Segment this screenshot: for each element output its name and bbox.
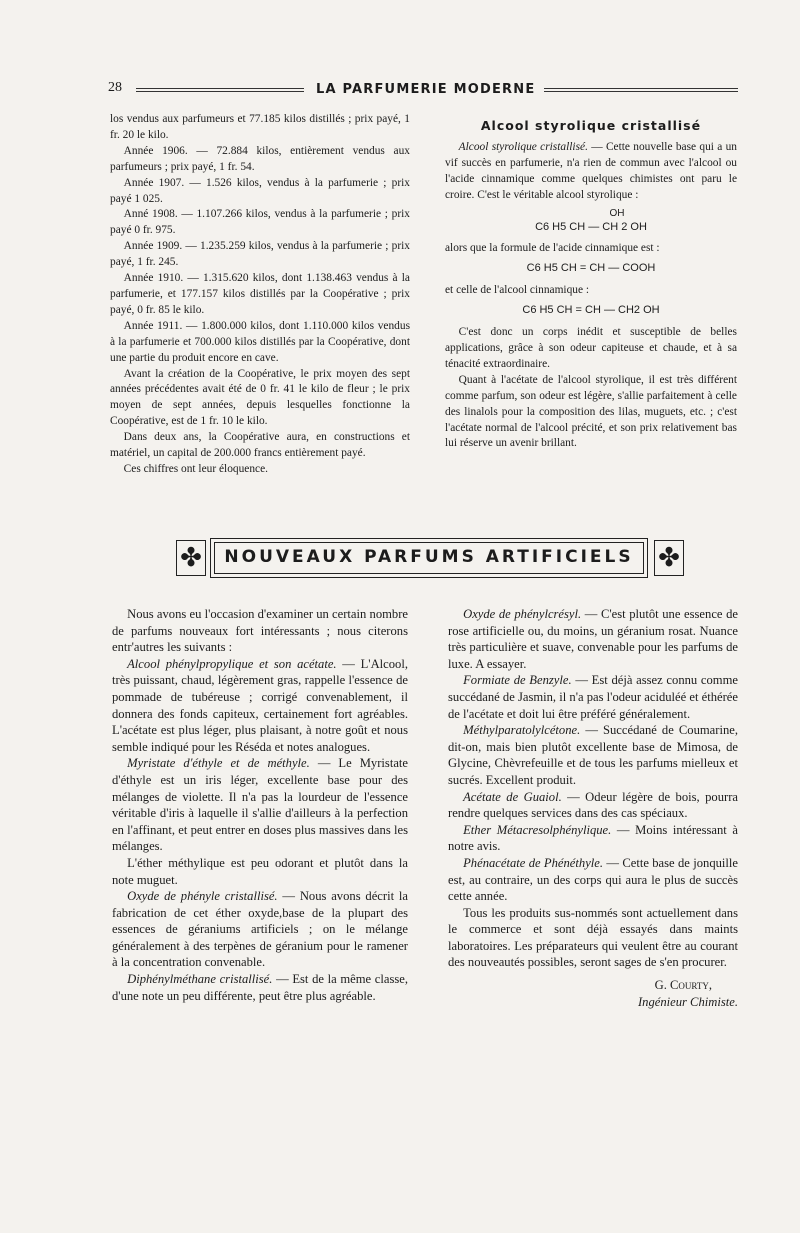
entry-text: — Nous avons décrit la fabrication de cet éther oxyde,base de la plupart des essences de géraniums artificiels ; on le mélange généralement à des terpènes de géranium pour le ramener à la concentration convenable.: [112, 889, 408, 970]
top-right-column: [445, 118, 737, 452]
entry-term: Acétate de Guaiol.: [463, 789, 562, 804]
formula-cinnamic-acid: C6 H5 CH = CH — COOH: [526, 262, 656, 275]
formula-cinnamic-alcohol: C6 H5 CH = CH — CH2 OH: [522, 304, 660, 317]
section-heading: Alcool styrolique cristallisé: [480, 118, 702, 133]
entry-term: Formiate de Benzyle.: [463, 673, 572, 688]
paragraph: Dans deux ans, la Coopérative aura, en constructions et matériel, un capital de 200.000 francs entièrement payé.: [110, 431, 410, 460]
entry: [448, 905, 738, 971]
paragraph: [445, 140, 737, 204]
entry-text: — Le Myristate d'éthyle est un iris léger, excellente base pour des mélanges de violette. Il n'a pas la lourdeur de l'essence véritable d'iris à laquelle il s'allie d'ailleurs à la perfection en l'affinant, et peut entrer en doses plus massives dans les mélanges.: [112, 756, 408, 854]
entry-text: — Cette base de jonquille est, au contraire, un des corps qui aura le plus de succès cette année.: [448, 855, 738, 904]
paragraph: Année 1910. — 1.315.620 kilos, dont 1.138.463 vendus à la parfumerie, et 177.157 kilos distillés par la Coopérative ; prix payé, 0 fr. 85 le kilo.: [110, 272, 410, 316]
entry: [448, 672, 738, 722]
author-role: Ingénieur Chimiste.: [637, 994, 738, 1009]
entry: [112, 888, 408, 971]
section-banner: [176, 534, 684, 580]
paragraph: Avant la création de la Coopérative, le prix moyen des sept années précédentes avait été de 0 fr. 41 le kilo de fleur ; le prix moyen de sept années, depuis lesquelles fonctionne la Coopérative, est de 1 fr. 10 le kilo.: [110, 367, 410, 428]
paragraph: Année 1911. — 1.800.000 kilos, dont 1.110.000 kilos vendus à la parfumerie et 700.000 kilos distillés par la Coopérative, dont une partie du produit encore en cave.: [110, 319, 410, 364]
ornament-icon: ✤: [176, 540, 206, 576]
entry: [448, 855, 738, 905]
entry-term: Oxyde de phényle cristallisé.: [127, 889, 278, 904]
header-rule-right: [544, 88, 738, 92]
entry-text: — L'Alcool, très puissant, chaud, légèrement gras, rappelle l'essence de pommade de tubéreuse ; corrigé convenablement, il donnera des fonds capiteux, certainement fort agréables. L'acétate est plus léger, plus plaisant, à notre goût et nous semble indiqué pour les Réséda et notes analogues.: [112, 656, 408, 754]
paragraph: Nous avons eu l'occasion d'examiner un certain nombre de parfums nouveaux fort intéressants ; nous citerons entr'autres les suivants :: [112, 607, 408, 655]
entry: [448, 822, 738, 855]
paragraph: Quant à l'acétate de l'alcool styrolique, il est très différent comme parfum, son odeur est légère, s'allie parfaitement à celle des linalols pour la composition des lilas, muguets, etc. ; c'est l'acétate normal de l'alcool précité, et son prix relativement bas lui réserve un avenir brillant.: [445, 373, 737, 450]
paragraph: los vendus aux parfumeurs et 77.185 kilos distillés ; prix payé, 1 fr. 20 le kilo.: [110, 113, 410, 141]
entry-text: — Est déjà assez connu comme succédané de Jasmin, il n'a pas l'odeur aciduléé et éthérée de l'acétate et doit lui être préféré généralement.: [448, 673, 738, 721]
entry-term: Oxyde de phénylcrésyl.: [463, 607, 582, 621]
entry-text: — Succédané de Coumarine, dit-on, mais bien plutôt excellente base de Mimosa, de Glycine, Chèvrefeuille et de tous les parfums mielleux et sucrés. Excellent produit.: [448, 723, 738, 787]
entry: [112, 755, 408, 855]
paragraph: et celle de l'alcool cinnamique :: [445, 284, 590, 297]
running-header: [108, 80, 738, 100]
entry-text: Tous les produits sus-nommés sont actuellement dans le commerce et sont déjà essayés dans maints laboratoires. Les préparateurs qui veulent être au courant des nouveautés possibles, seront sages de s'en procurer.: [448, 905, 738, 970]
entry: [448, 789, 738, 822]
entry: [112, 656, 408, 756]
formula-text: C6 H5 CH — CH 2 OH: [535, 220, 647, 233]
bottom-left-column: [112, 606, 408, 1004]
entry-text: L'éther méthylique est peu odorant et plutôt dans la note muguet.: [112, 855, 408, 887]
entry: [112, 855, 408, 888]
author-name: G. Courty,: [654, 978, 712, 993]
entry-text: — C'est plutôt une essence de rose artificielle ou, du moins, un géranium rosat. Nuance très particulière et suave, convenable pour les parfums de luxe. A essayer.: [448, 607, 738, 671]
paragraph: alors que la formule de l'acide cinnamique est :: [445, 242, 660, 255]
entry-text: — Moins intéressant à notre avis.: [448, 822, 738, 854]
paragraph: Année 1906. — 72.884 kilos, entièrement vendus aux parfumeurs ; prix payé, 1 fr. 54.: [110, 144, 410, 173]
formula-branch: OH: [609, 207, 625, 219]
bottom-right-column: [448, 606, 738, 1010]
header-rule-left: [136, 88, 304, 92]
paragraph: Année 1907. — 1.526 kilos, vendus à la parfumerie ; prix payé 1 025.: [110, 176, 410, 205]
entry-text: — Est de la même classe, d'une note un peu différente, peut être plus agréable.: [112, 972, 408, 1003]
entry: [448, 722, 738, 788]
banner-title: NOUVEAUX PARFUMS ARTIFICIELS: [224, 547, 634, 567]
entry: [112, 971, 408, 1004]
formula-styrolique: [445, 208, 737, 236]
paragraph: Année 1909. — 1.235.259 kilos, vendus à la parfumerie ; prix payé, 1 fr. 245.: [110, 240, 410, 269]
entry: [448, 606, 738, 672]
entry-term: Alcool styrolique cristallisé.: [458, 140, 588, 153]
entry-term: Méthylparatolylcétone.: [463, 723, 581, 738]
top-left-column: [110, 112, 410, 478]
ornament-icon: ✤: [654, 540, 684, 576]
entry-term: Myristate d'éthyle et de méthyle.: [127, 756, 310, 771]
entry-text: — Odeur légère de bois, pourra rendre quelques services dans des cas spéciaux.: [448, 789, 738, 821]
entry-term: Alcool phénylpropylique et son acétate.: [127, 656, 337, 671]
entry-term: Ether Métacresolphénylique.: [463, 822, 612, 837]
signature: [448, 977, 738, 1010]
page-number: 28: [108, 80, 122, 95]
entry-term: Diphénylméthane cristallisé.: [127, 972, 273, 987]
paragraph: C'est donc un corps inédit et susceptible de belles applications, grâce à son odeur capiteuse et chaude, et à sa ténacité extraordinaire.: [445, 326, 737, 370]
entry-text: — Cette nouvelle base qui a un vif succès en parfumerie, n'a rien de commun avec l'alcool ou l'acide cinnamique comme quelques chimistes ont paru le croire. C'est le véritable alcool styrolique :: [445, 140, 737, 201]
paragraph: Ces chiffres ont leur éloquence.: [123, 462, 269, 475]
running-title: LA PARFUMERIE MODERNE: [316, 82, 536, 97]
paragraph: Anné 1908. — 1.107.266 kilos, vendus à la parfumerie ; prix payé 0 fr. 975.: [110, 208, 410, 237]
entry-term: Phénacétate de Phénéthyle.: [463, 855, 604, 870]
